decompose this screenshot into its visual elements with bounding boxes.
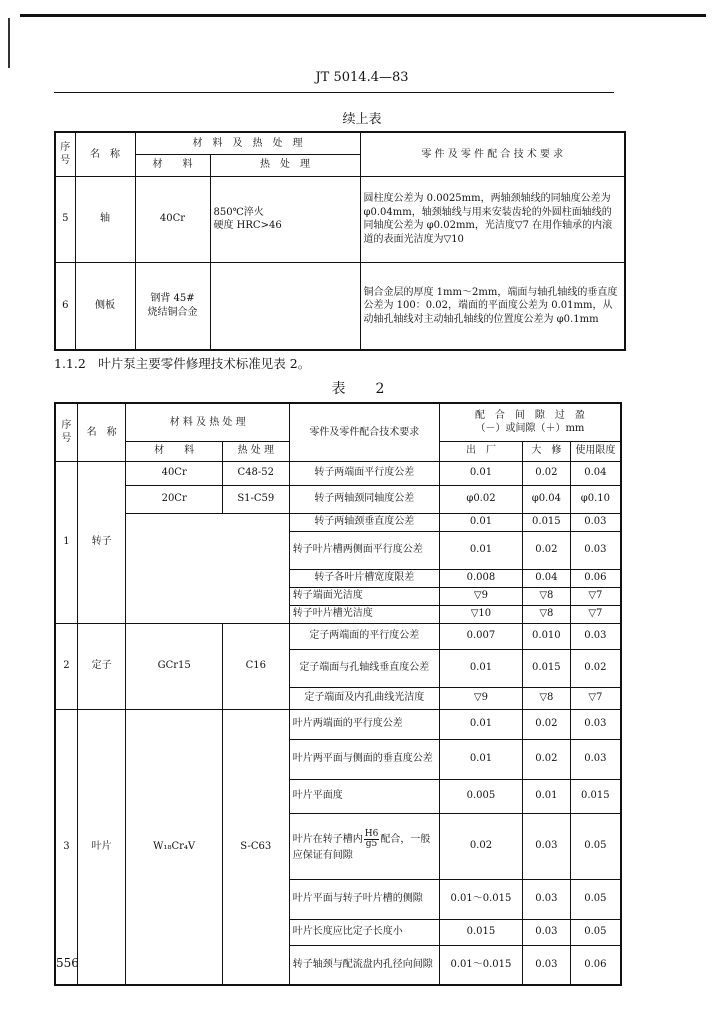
row-requirement: 定子端面及内孔曲线光洁度 <box>289 687 439 709</box>
cell-overhaul: 0.02 <box>523 709 571 739</box>
row-name: 侧板 <box>75 262 135 350</box>
cell-factory: ▽9 <box>439 687 522 709</box>
fit-fraction <box>364 830 380 849</box>
cell-limit: 0.04 <box>570 461 621 485</box>
cell-overhaul: 0.015 <box>523 649 571 687</box>
cell-overhaul: 0.01 <box>523 779 571 813</box>
cell-factory: 0.01 <box>439 513 522 531</box>
row-requirement: 定子端面与孔轴线垂直度公差 <box>289 649 439 687</box>
col-name: 名 称 <box>77 403 126 461</box>
row-name: 定子 <box>77 623 126 709</box>
cell-factory: 0.007 <box>439 623 522 649</box>
cell-overhaul: 0.04 <box>523 569 571 587</box>
cell-factory: 0.02 <box>439 813 522 879</box>
cell-overhaul: 0.03 <box>523 879 571 919</box>
cell-overhaul: φ0.04 <box>523 485 571 513</box>
fit-denominator: g5 <box>365 838 378 849</box>
cell-factory: 0.01 <box>439 739 522 779</box>
page-number: 556 <box>56 956 79 970</box>
table-2 <box>54 402 622 986</box>
row-name: 转子 <box>77 461 126 623</box>
cell-limit: 0.05 <box>570 813 621 879</box>
row-requirement: 铜合金层的厚度 1mm～2mm，端面与轴孔轴线的垂直度公差为 100：0.02，端面的平面度公差为 0.01mm，从动轴孔轴线对主动轴孔轴线的位置度公差为 φ0.1mm <box>360 262 625 350</box>
row-requirement: 叶片长度应比定子长度小 <box>289 919 439 945</box>
col-material-group: 材 料 及 热 处 理 <box>126 403 289 441</box>
row-requirement <box>289 813 439 879</box>
cell-limit: 0.015 <box>570 779 621 813</box>
row-seq: 3 <box>55 709 77 985</box>
row-name: 叶片 <box>77 709 126 985</box>
cell-limit: 0.03 <box>570 739 621 779</box>
row-seq: 6 <box>55 262 75 350</box>
row-requirement: 叶片平面度 <box>289 779 439 813</box>
cell-limit: 0.03 <box>570 513 621 531</box>
cell-overhaul: 0.02 <box>523 461 571 485</box>
row-requirement: 转子各叶片槽宽度限差 <box>289 569 439 587</box>
cell-limit: ▽7 <box>570 587 621 605</box>
section-note: 1.1.2 叶片泵主要零件修理技术标准见表 2。 <box>54 356 311 371</box>
cell-factory: φ0.02 <box>439 485 522 513</box>
row-requirement: 转子两端面平行度公差 <box>289 461 439 485</box>
row-requirement: 转子叶片槽光洁度 <box>289 605 439 623</box>
cell-factory: 0.01～0.015 <box>439 879 522 919</box>
row-heat: S1-C59 <box>222 485 289 513</box>
col-heat: 热 处 理 <box>222 441 289 461</box>
continued-label: 续上表 <box>342 112 382 127</box>
cell-factory: ▽10 <box>439 605 522 623</box>
row-requirement: 叶片平面与转子叶片槽的侧隙 <box>289 879 439 919</box>
cell-factory: 0.015 <box>439 919 522 945</box>
row-seq: 1 <box>55 461 77 623</box>
cell-overhaul: ▽8 <box>523 687 571 709</box>
row-requirement: 转子轴颈与配流盘内孔径向间隙 <box>289 945 439 985</box>
col-requirements: 零 件 及 零 件 配 合 技 术 要 求 <box>360 132 625 176</box>
cell-factory: ▽9 <box>439 587 522 605</box>
cell-limit: φ0.10 <box>570 485 621 513</box>
col-material-group: 材 料 及 热 处 理 <box>135 132 360 154</box>
cell-factory: 0.01 <box>439 531 522 569</box>
col-limit: 使用限度 <box>570 441 621 461</box>
fit-text-a: 叶片在转子槽内 <box>292 833 363 845</box>
row-requirement: 转子两轴颈同轴度公差 <box>289 485 439 513</box>
cell-limit: 0.03 <box>570 623 621 649</box>
cell-factory: 0.008 <box>439 569 522 587</box>
table-continued <box>54 131 626 351</box>
row-name: 轴 <box>75 176 135 262</box>
row-heat: 850℃淬火 硬度 HRC>46 <box>210 176 360 262</box>
cell-overhaul: 0.010 <box>523 623 571 649</box>
col-requirements: 零件及零件配合技术要求 <box>289 403 439 461</box>
row-requirement: 定子两端面的平行度公差 <box>289 623 439 649</box>
cell-limit: ▽7 <box>570 605 621 623</box>
cell-factory: 0.01 <box>439 649 522 687</box>
cell-factory: 0.01～0.015 <box>439 945 522 985</box>
row-heat: C48-52 <box>222 461 289 485</box>
cell-limit: ▽7 <box>570 687 621 709</box>
cell-overhaul: ▽8 <box>523 605 571 623</box>
row-seq: 2 <box>55 623 77 709</box>
col-overhaul: 大 修 <box>523 441 571 461</box>
row-material: W₁₈Cr₄V <box>126 709 222 985</box>
cell-overhaul: 0.03 <box>523 813 571 879</box>
row-requirement: 转子叶片槽两侧面平行度公差 <box>289 531 439 569</box>
cell-limit: 0.03 <box>570 709 621 739</box>
cell-overhaul: 0.03 <box>523 945 571 985</box>
col-clearance-group: 配 合 间 隙 过 盈 （－）或间隙（＋）mm <box>439 403 621 441</box>
cell-factory: 0.01 <box>439 709 522 739</box>
row-material: 钢背 45# 烧结铜合金 <box>135 262 210 350</box>
scan-edge-mark <box>8 18 10 68</box>
col-seq: 序号 <box>55 403 77 461</box>
col-seq: 序号 <box>55 132 75 176</box>
col-material: 材 料 <box>126 441 222 461</box>
row-seq: 5 <box>55 176 75 262</box>
cell-limit: 0.05 <box>570 919 621 945</box>
row-material: 40Cr <box>135 176 210 262</box>
cell-overhaul: 0.015 <box>523 513 571 531</box>
cell-limit: 0.06 <box>570 569 621 587</box>
header-rule <box>54 92 614 93</box>
row-heat: C16 <box>222 623 289 709</box>
top-rule <box>20 14 706 17</box>
row-requirement: 叶片两平面与侧面的垂直度公差 <box>289 739 439 779</box>
standard-code: JT 5014.4—83 <box>315 70 409 85</box>
row-requirement: 叶片两端面的平行度公差 <box>289 709 439 739</box>
row-requirement: 圆柱度公差为 0.0025mm，两轴颈轴线的同轴度公差为 φ0.04mm，轴颈轴线与用来安装齿轮的外圆柱面轴线的同轴度公差为 φ0.02mm，光洁度▽7 在用作轴承的内滚道的表面光洁度为▽10 <box>360 176 625 262</box>
row-material: 40Cr <box>126 461 222 485</box>
cell-overhaul: 0.03 <box>523 919 571 945</box>
row-material: GCr15 <box>126 623 222 709</box>
cell-overhaul: 0.02 <box>523 531 571 569</box>
cell-limit: 0.06 <box>570 945 621 985</box>
col-factory: 出 厂 <box>439 441 522 461</box>
fit-text-b: 配合，一般应保证有间隙 <box>292 833 431 861</box>
col-material: 材 料 <box>135 154 210 176</box>
col-heat: 热 处 理 <box>210 154 360 176</box>
empty-material-cell <box>126 513 289 623</box>
fit-numerator: H6 <box>364 828 379 839</box>
cell-limit: 0.02 <box>570 649 621 687</box>
cell-factory: 0.01 <box>439 461 522 485</box>
row-material: 20Cr <box>126 485 222 513</box>
table2-title: 表 2 <box>331 381 393 397</box>
row-requirement: 转子两轴颈垂直度公差 <box>289 513 439 531</box>
cell-limit: 0.05 <box>570 879 621 919</box>
cell-factory: 0.005 <box>439 779 522 813</box>
row-requirement: 转子端面光洁度 <box>289 587 439 605</box>
cell-limit: 0.03 <box>570 531 621 569</box>
row-heat <box>210 262 360 350</box>
row-heat: S-C63 <box>222 709 289 985</box>
cell-overhaul: ▽8 <box>523 587 571 605</box>
cell-overhaul: 0.02 <box>523 739 571 779</box>
col-name: 名 称 <box>75 132 135 176</box>
